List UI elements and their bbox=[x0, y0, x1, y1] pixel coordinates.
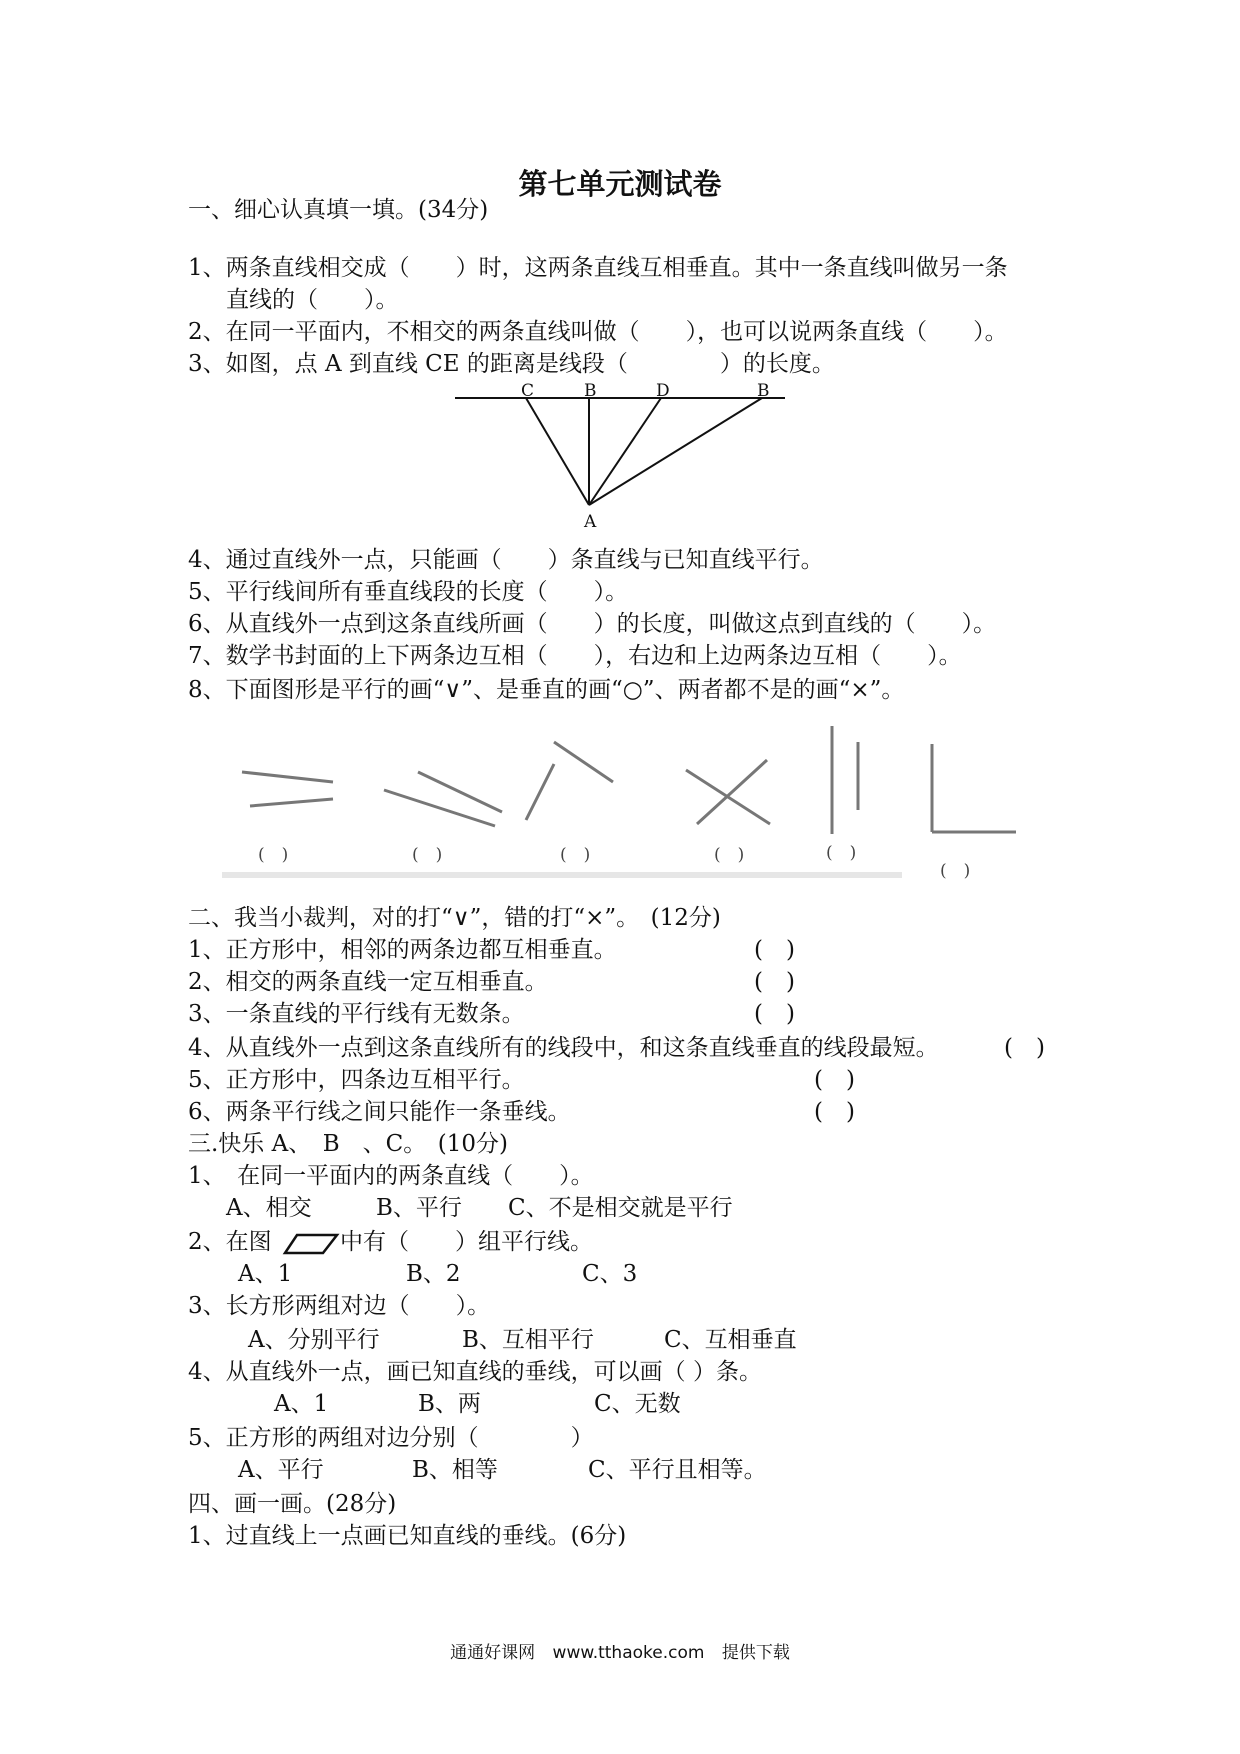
segment-ad bbox=[589, 398, 661, 505]
judge-2-text: 2、相交的两条直线一定互相垂直。 bbox=[188, 969, 548, 995]
fig1-line-b bbox=[250, 799, 333, 806]
drawing-question-1: 1、过直线上一点画已知直线的垂线。(6分) bbox=[188, 1523, 627, 1549]
fig2-blank[interactable]: ( ) bbox=[412, 845, 443, 865]
choice-1-option-c[interactable]: C、不是相交就是平行 bbox=[508, 1195, 733, 1221]
judge-2-blank[interactable]: ( ) bbox=[754, 969, 795, 995]
fig4-blank[interactable]: ( ) bbox=[714, 845, 745, 865]
line-pairs-figure bbox=[220, 720, 1020, 890]
choice-3-option-a[interactable]: A、分别平行 bbox=[248, 1327, 380, 1353]
choice-5-option-a[interactable]: A、平行 bbox=[238, 1457, 324, 1483]
fig5-blank[interactable]: ( ) bbox=[826, 843, 857, 863]
footer-site-name: 通通好课网 bbox=[450, 1643, 536, 1663]
question-1-7: 7、数学书封面的上下两条边互相（ ），右边和上边两条边互相（ ）。 bbox=[188, 643, 962, 669]
page-title: 第七单元测试卷 bbox=[518, 167, 722, 201]
judge-1-blank[interactable]: ( ) bbox=[754, 937, 795, 963]
question-1-4: 4、通过直线外一点，只能画（ ）条直线与已知直线平行。 bbox=[188, 547, 824, 573]
choice-2-option-b[interactable]: B、2 bbox=[406, 1261, 461, 1287]
fig2-line-b bbox=[384, 790, 495, 826]
question-1-6: 6、从直线外一点到这条直线所画（ ）的长度，叫做这点到直线的（ ）。 bbox=[188, 611, 997, 637]
choice-5-option-c[interactable]: C、平行且相等。 bbox=[588, 1457, 767, 1483]
figure-baseline bbox=[222, 872, 902, 878]
fig3-blank[interactable]: ( ) bbox=[560, 845, 591, 865]
choice-1-option-a[interactable]: A、相交 bbox=[226, 1195, 312, 1221]
footer-suffix: 提供下载 bbox=[721, 1643, 790, 1663]
judge-6-blank[interactable]: ( ) bbox=[814, 1099, 855, 1125]
judge-6-text: 6、两条平行线之间只能作一条垂线。 bbox=[188, 1099, 571, 1125]
section2-heading: 二、我当小裁判，对的打“∨”，错的打“×”。 (12分) bbox=[188, 905, 721, 931]
choice-2-option-c[interactable]: C、3 bbox=[582, 1261, 638, 1287]
section1-heading: 一、细心认真填一填。(34分) bbox=[188, 197, 489, 223]
choice-1-option-b[interactable]: B、平行 bbox=[376, 1195, 462, 1221]
judge-3-blank[interactable]: ( ) bbox=[754, 1001, 795, 1027]
question-1-3: 3、如图，点 A 到直线 CE 的距离是线段（ ）的长度。 bbox=[188, 351, 835, 377]
fig1-blank[interactable]: ( ) bbox=[258, 845, 289, 865]
question-1-1-line1: 1、两条直线相交成（ ）时，这两条直线互相垂直。其中一条直线叫做另一条 bbox=[188, 255, 1008, 281]
parallelogram-icon bbox=[283, 1232, 339, 1256]
choice-2-option-a[interactable]: A、1 bbox=[238, 1261, 293, 1287]
page-footer bbox=[0, 1638, 1240, 1663]
choice-4: 4、从直线外一点，画已知直线的垂线，可以画（ ）条。 bbox=[188, 1359, 762, 1385]
question-1-5: 5、平行线间所有垂直线段的长度（ ）。 bbox=[188, 579, 629, 605]
judge-4-text: 4、从直线外一点到这条直线所有的线段中，和这条直线垂直的线段最短。 bbox=[188, 1035, 939, 1061]
question-1-1-line2: 直线的（ ）。 bbox=[226, 287, 399, 313]
choice-5-option-b[interactable]: B、相等 bbox=[412, 1457, 498, 1483]
choice-4-option-b[interactable]: B、两 bbox=[418, 1391, 481, 1417]
fig3-line-b bbox=[526, 764, 554, 820]
choice-4-option-c[interactable]: C、无数 bbox=[594, 1391, 681, 1417]
choice-3-option-c[interactable]: C、互相垂直 bbox=[664, 1327, 797, 1353]
judge-1-text: 1、正方形中，相邻的两条边都互相垂直。 bbox=[188, 937, 617, 963]
choice-1: 1、 在同一平面内的两条直线（ ）。 bbox=[188, 1163, 594, 1189]
fig3-line-a bbox=[554, 742, 613, 782]
label-e: B bbox=[757, 381, 770, 401]
question-1-2: 2、在同一平面内，不相交的两条直线叫做（ ），也可以说两条直线（ ）。 bbox=[188, 319, 1008, 345]
label-d: D bbox=[656, 381, 670, 401]
choice-5: 5、正方形的两组对边分别（ ） bbox=[188, 1425, 594, 1451]
choice-3: 3、长方形两组对边（ ）。 bbox=[188, 1293, 491, 1319]
section4-heading: 四、画一画。(28分) bbox=[188, 1491, 397, 1517]
judge-4-blank[interactable]: ( ) bbox=[1004, 1035, 1045, 1061]
label-a: A bbox=[584, 512, 597, 532]
question-1-8: 8、下面图形是平行的画“∨”、是垂直的画“○”、两者都不是的画“×”。 bbox=[188, 677, 905, 703]
judge-3-text: 3、一条直线的平行线有无数条。 bbox=[188, 1001, 525, 1027]
label-c: C bbox=[521, 381, 535, 401]
choice-2-post: 中有（ ）组平行线。 bbox=[340, 1229, 593, 1255]
segment-ac bbox=[526, 398, 589, 505]
fig1-line-a bbox=[242, 772, 333, 782]
footer-url[interactable]: www.tthaoke.com bbox=[552, 1643, 705, 1663]
label-b: B bbox=[584, 381, 597, 401]
choice-3-option-b[interactable]: B、互相平行 bbox=[462, 1327, 594, 1353]
distance-figure bbox=[455, 378, 795, 532]
judge-5-text: 5、正方形中，四条边互相平行。 bbox=[188, 1067, 525, 1093]
fig6-blank[interactable]: ( ) bbox=[940, 861, 971, 881]
section3-heading: 三.快乐 A、 B 、C。 (10分) bbox=[188, 1131, 508, 1157]
choice-4-option-a[interactable]: A、1 bbox=[274, 1391, 329, 1417]
segment-ae bbox=[589, 398, 762, 505]
judge-5-blank[interactable]: ( ) bbox=[814, 1067, 855, 1093]
choice-2-pre: 2、在图 bbox=[188, 1229, 272, 1255]
